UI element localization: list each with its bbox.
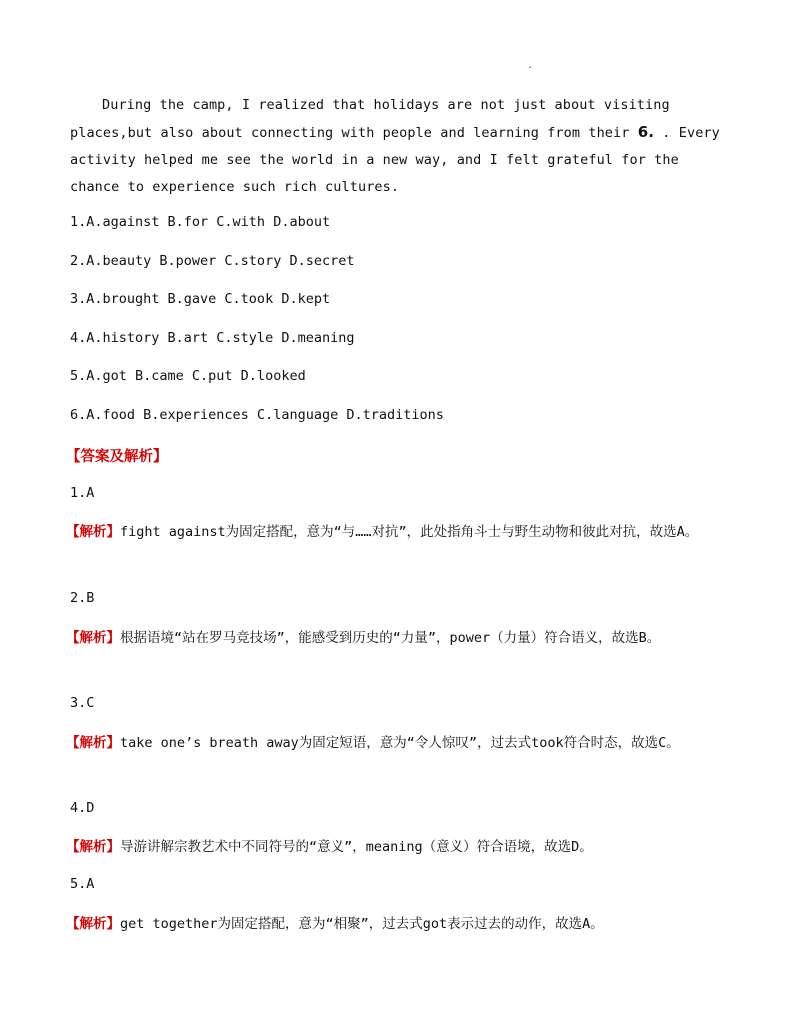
option-line-4: 4.A.history B.art C.style D.meaning bbox=[70, 330, 355, 346]
explanation-tag: 【解析】 bbox=[66, 735, 120, 751]
option-line-6: 6.A.food B.experiences C.language D.traditions bbox=[70, 407, 444, 423]
explanation-text: 导游讲解宗教艺术中不同符号的“意义”，meaning（意义）符合语境，故选D。 bbox=[120, 839, 593, 855]
explanation-text: get together为固定搭配，意为“相聚”，过去式got表示过去的动作，故选A。 bbox=[120, 916, 604, 932]
explanation-tag: 【解析】 bbox=[66, 916, 120, 932]
option-line-1: 1.A.against B.for C.with D.about bbox=[70, 214, 331, 230]
option-line-5: 5.A.got B.came C.put D.looked bbox=[70, 368, 306, 384]
answer-label-3: 3.C bbox=[70, 695, 95, 711]
answer-section-header: 【答案及解析】 bbox=[66, 449, 168, 465]
explanation-text: 根据语境“站在罗马竞技场”，能感受到历史的“力量”，power（力量）符合语义，故选B。 bbox=[120, 630, 661, 646]
explanation-text: fight against为固定搭配，意为“与……对抗”，此处指角斗士与野生动物和彼此对抗，故选A。 bbox=[120, 524, 699, 540]
answer-label-1: 1.A bbox=[70, 485, 95, 501]
answer-label-4: 4.D bbox=[70, 800, 95, 816]
page-mark: . bbox=[527, 60, 534, 71]
blank-6: 6. bbox=[637, 123, 655, 141]
explanation-1 bbox=[66, 518, 731, 546]
answer-label-2: 2.B bbox=[70, 590, 95, 606]
passage-paragraph bbox=[70, 92, 730, 201]
passage-line-2b: . Every activity helped me see the world in a new way, and I felt grateful for the chance to experience such rich cultures. bbox=[70, 125, 720, 195]
explanation-tag: 【解析】 bbox=[66, 524, 120, 540]
option-line-2: 2.A.beauty B.power C.story D.secret bbox=[70, 253, 355, 269]
explanation-3 bbox=[66, 729, 731, 757]
answer-label-5: 5.A bbox=[70, 876, 95, 892]
passage-line-1: During the camp, I realized that holidays are not just about visiting places, bbox=[70, 97, 670, 141]
explanation-text: take one’s breath away为固定短语，意为“令人惊叹”，过去式took符合时态，故选C。 bbox=[120, 735, 680, 751]
option-line-3: 3.A.brought B.gave C.took D.kept bbox=[70, 291, 331, 307]
explanation-5 bbox=[66, 910, 731, 938]
explanation-2 bbox=[66, 624, 731, 652]
explanation-tag: 【解析】 bbox=[66, 630, 120, 646]
explanation-4 bbox=[66, 833, 731, 861]
explanation-tag: 【解析】 bbox=[66, 839, 120, 855]
passage-line-2a: but also about connecting with people and learning from their bbox=[127, 125, 638, 141]
